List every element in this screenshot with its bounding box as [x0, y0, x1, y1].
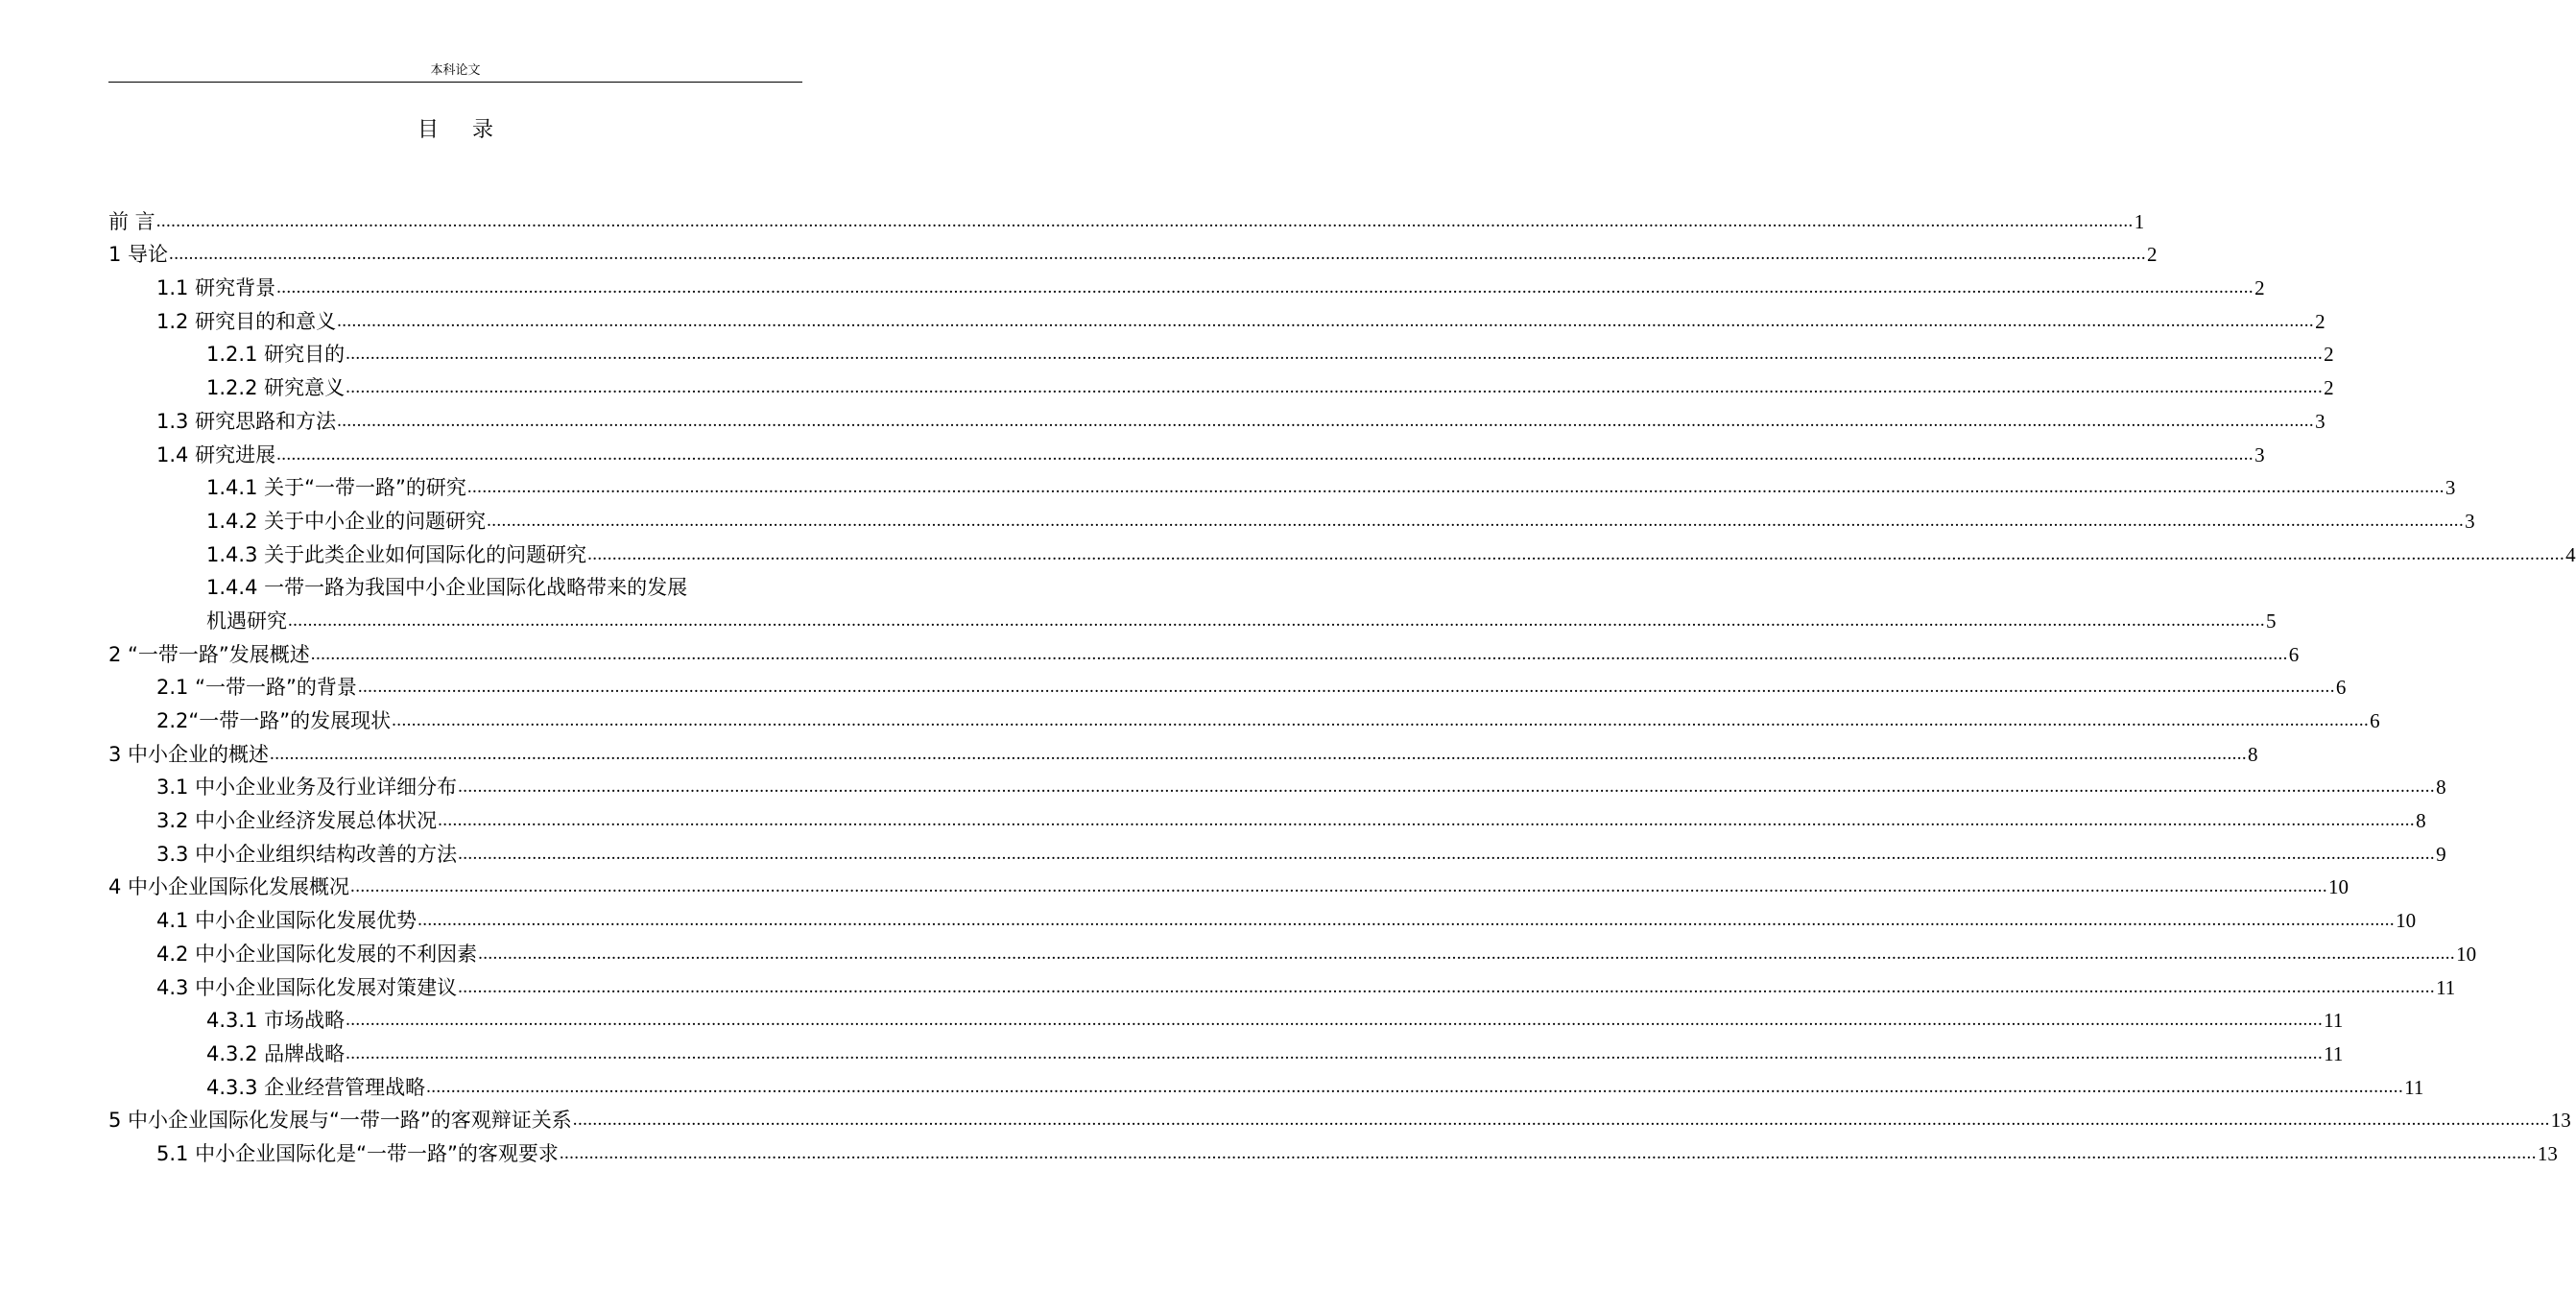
toc-entry-text: 2.2“一带一路”的发展现状 — [156, 709, 392, 732]
toc-entry-text: 2.1 “一带一路”的背景 — [156, 676, 357, 700]
toc-page-number: 2 — [2324, 376, 2334, 400]
toc-entry-text: 1 导论 — [108, 243, 169, 267]
toc-page-number: 6 — [2288, 642, 2300, 666]
toc-entry[interactable] — [108, 968, 2456, 1001]
toc-entry-text: 5 中小企业国际化发展与“一带一路”的客观辩证关系 — [108, 1109, 572, 1133]
toc-entry[interactable] — [108, 900, 2417, 934]
dot-leader: ................................................................................................................................................................................................................................................................................................................................................................................................................ — [337, 310, 2315, 331]
dot-leader: ................................................................................................................................................................................................................................................................................................................................................................................................................ — [270, 743, 2248, 764]
dot-leader: ................................................................................................................................................................................................................................................................................................................................................................................................................ — [458, 976, 2436, 997]
toc-entry-text: 1.3 研究思路和方法 — [156, 409, 337, 433]
toc-entry[interactable] — [108, 235, 2158, 269]
toc-entry[interactable] — [108, 368, 2334, 401]
toc-entry-text: 1.2 研究目的和意义 — [156, 309, 337, 333]
toc-entry-text: 1.2.2 研究意义 — [206, 376, 346, 400]
toc-entry[interactable] — [108, 601, 2277, 634]
dot-leader: ................................................................................................................................................................................................................................................................................................................................................................................................................ — [346, 1010, 2324, 1031]
toc-entry-text: 3 中小企业的概述 — [108, 742, 270, 766]
dot-leader: ................................................................................................................................................................................................................................................................................................................................................................................................................ — [466, 477, 2445, 498]
toc-page-number: 2 — [2147, 243, 2158, 267]
toc-page-number: 2 — [2315, 309, 2326, 333]
toc-page-number: 3 — [2315, 409, 2326, 433]
dot-leader: ................................................................................................................................................................................................................................................................................................................................................................................................................ — [357, 677, 2335, 698]
dot-leader: ................................................................................................................................................................................................................................................................................................................................................................................................................ — [288, 609, 2265, 631]
toc-entry-text: 1.2.1 研究目的 — [206, 343, 346, 367]
toc-page-number: 11 — [2324, 1041, 2344, 1065]
toc-entry-text: 4.3 中小企业国际化发展对策建议 — [156, 975, 458, 999]
dot-leader: ................................................................................................................................................................................................................................................................................................................................................................................................................ — [346, 344, 2324, 365]
toc-entry-text: 3.1 中小企业业务及行业详细分布 — [156, 776, 458, 800]
header-rule — [108, 82, 802, 83]
dot-leader: ................................................................................................................................................................................................................................................................................................................................................................................................................ — [346, 1042, 2324, 1063]
dot-leader: ................................................................................................................................................................................................................................................................................................................................................................................................................ — [310, 643, 2288, 664]
toc-page-number: 10 — [2456, 942, 2477, 966]
toc-entry[interactable] — [108, 800, 2426, 834]
dot-leader: ................................................................................................................................................................................................................................................................................................................................................................................................................ — [276, 443, 2254, 465]
toc-entry[interactable] — [108, 1001, 2344, 1035]
toc-entry-text: 3.3 中小企业组织结构改善的方法 — [156, 842, 458, 866]
toc-page-number: 2 — [2254, 276, 2265, 300]
dot-leader: ................................................................................................................................................................................................................................................................................................................................................................................................................ — [392, 710, 2370, 730]
toc-page-number: 6 — [2335, 676, 2347, 700]
toc-entry[interactable] — [108, 834, 2446, 868]
toc-entry[interactable] — [108, 202, 2145, 235]
toc-entry[interactable] — [108, 435, 2265, 468]
dot-leader: ................................................................................................................................................................................................................................................................................................................................................................................................................ — [276, 277, 2254, 299]
toc-entry-text: 1.4.3 关于此类企业如何国际化的问题研究 — [206, 542, 587, 566]
toc-entry[interactable] — [108, 1067, 2424, 1101]
toc-page-number: 13 — [2537, 1141, 2558, 1165]
dot-leader: ................................................................................................................................................................................................................................................................................................................................................................................................................ — [155, 210, 2134, 231]
toc-entry-text: 1.4.4 一带一路为我国中小企业国际化战略带来的发展 — [206, 576, 688, 600]
toc-entry-text: 4.2 中小企业国际化发展的不利因素 — [156, 942, 478, 966]
toc-entry[interactable] — [108, 634, 2300, 668]
dot-leader: ................................................................................................................................................................................................................................................................................................................................................................................................................ — [417, 910, 2396, 931]
toc-page-number: 1 — [2134, 209, 2145, 233]
toc-entry[interactable] — [108, 1034, 2344, 1067]
toc-entry-text: 1.4 研究进展 — [156, 442, 276, 466]
toc-entry[interactable] — [108, 501, 2475, 535]
toc-entry-text: 机遇研究 — [206, 609, 287, 633]
toc-page-number: 3 — [2445, 476, 2456, 500]
toc-entry-text: 4.3.2 品牌战略 — [206, 1041, 346, 1065]
toc-page-number: 5 — [2266, 609, 2277, 633]
dot-leader: ................................................................................................................................................................................................................................................................................................................................................................................................................ — [587, 543, 2565, 564]
toc-page-number: 11 — [2404, 1075, 2424, 1099]
toc-page-number: 3 — [2254, 442, 2265, 466]
toc-page-number: 2 — [2324, 343, 2334, 367]
toc-page-number: 10 — [2396, 909, 2417, 933]
toc-entry-text: 1.4.2 关于中小企业的问题研究 — [206, 509, 487, 533]
toc-page-number: 6 — [2370, 709, 2380, 732]
dot-leader: ................................................................................................................................................................................................................................................................................................................................................................................................................ — [337, 410, 2315, 431]
toc-page-number: 8 — [2416, 809, 2426, 833]
toc-page-number: 8 — [2436, 776, 2446, 800]
toc-entry[interactable] — [108, 1101, 2571, 1135]
dot-leader: ................................................................................................................................................................................................................................................................................................................................................................................................................ — [426, 1076, 2404, 1097]
toc-entry-text: 5.1 中小企业国际化是“一带一路”的客观要求 — [156, 1141, 559, 1165]
dot-leader: ................................................................................................................................................................................................................................................................................................................................................................................................................ — [478, 943, 2456, 964]
toc-entry[interactable] — [108, 301, 2326, 335]
toc-page-number: 11 — [2436, 975, 2456, 999]
toc-page-number: 3 — [2465, 509, 2475, 533]
dot-leader: ................................................................................................................................................................................................................................................................................................................................................................................................................ — [458, 776, 2436, 798]
dot-leader: ................................................................................................................................................................................................................................................................................................................................................................................................................ — [438, 810, 2416, 831]
toc-entry[interactable] — [108, 335, 2334, 369]
toc-entry[interactable] — [108, 401, 2326, 435]
toc-entry-text: 2 “一带一路”发展概述 — [108, 642, 310, 666]
toc-entry[interactable] — [108, 268, 2265, 301]
dot-leader: ................................................................................................................................................................................................................................................................................................................................................................................................................ — [458, 843, 2436, 864]
toc-entry[interactable] — [108, 535, 2576, 568]
toc-entry[interactable] — [108, 734, 2258, 768]
toc-page-number: 4 — [2565, 542, 2576, 566]
dot-leader: ................................................................................................................................................................................................................................................................................................................................................................................................................ — [350, 876, 2328, 897]
toc-page-number: 13 — [2550, 1109, 2571, 1133]
toc-entry[interactable] — [108, 868, 2349, 901]
toc-entry-line — [108, 568, 802, 602]
dot-leader: ................................................................................................................................................................................................................................................................................................................................................................................................................ — [346, 377, 2324, 398]
toc-page-number: 9 — [2436, 842, 2446, 866]
dot-leader: ................................................................................................................................................................................................................................................................................................................................................................................................................ — [169, 244, 2147, 265]
toc-page-number: 11 — [2324, 1009, 2344, 1033]
table-of-contents — [108, 202, 2576, 1167]
toc-entry-text: 3.2 中小企业经济发展总体状况 — [156, 809, 438, 833]
toc-entry[interactable] — [108, 668, 2347, 702]
toc-page-number: 10 — [2328, 875, 2349, 899]
toc-entry[interactable] — [108, 1134, 2558, 1167]
toc-page-number: 8 — [2248, 742, 2258, 766]
toc-entry-text: 4.1 中小企业国际化发展优势 — [156, 909, 417, 933]
running-header: 本科论文 — [430, 63, 481, 78]
toc-entry-text: 前 言 — [108, 209, 155, 233]
toc-entry-text: 4.3.3 企业经营管理战略 — [206, 1075, 426, 1099]
toc-entry[interactable] — [108, 934, 2477, 968]
dot-leader: ................................................................................................................................................................................................................................................................................................................................................................................................................ — [572, 1110, 2550, 1131]
dot-leader: ................................................................................................................................................................................................................................................................................................................................................................................................................ — [487, 510, 2465, 531]
toc-entry[interactable] — [108, 768, 2446, 801]
toc-entry-text: 1.1 研究背景 — [156, 276, 276, 300]
toc-entry-text: 4 中小企业国际化发展概况 — [108, 875, 350, 899]
dot-leader: ................................................................................................................................................................................................................................................................................................................................................................................................................ — [559, 1142, 2537, 1163]
toc-entry[interactable] — [108, 468, 2456, 502]
toc-entry-text: 1.4.1 关于“一带一路”的研究 — [206, 476, 466, 500]
toc-title: 目 录 — [417, 118, 507, 142]
toc-entry[interactable] — [108, 701, 2380, 734]
toc-entry-text: 4.3.1 市场战略 — [206, 1009, 346, 1033]
